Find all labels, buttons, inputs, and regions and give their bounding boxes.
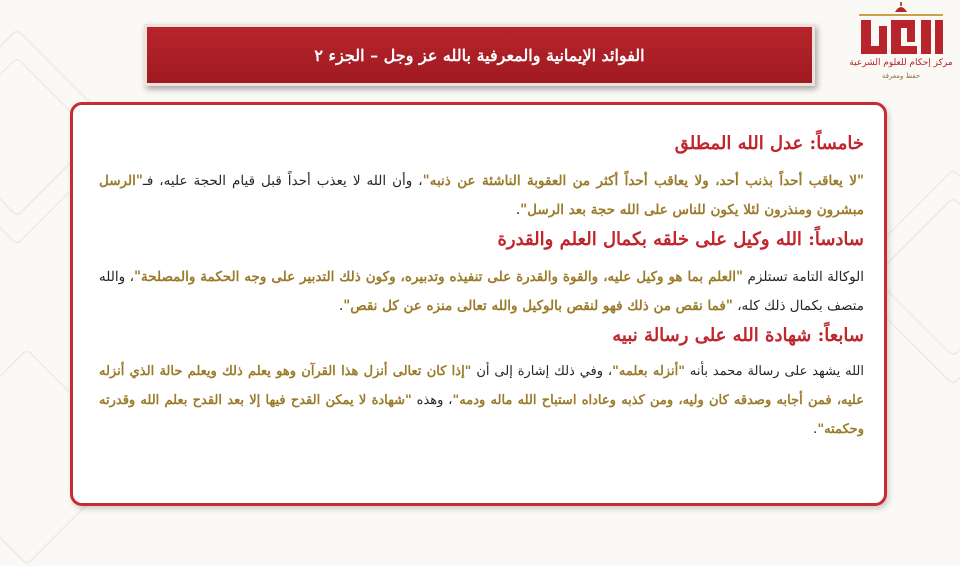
ihkam-logo-icon <box>855 2 947 62</box>
body-text: ، وأن الله لا يعذب أحداً قبل قيام الحجة عليه، فـ <box>142 173 423 189</box>
quote-text: "فما نقص من ذلك فهو لنقص بالوكيل والله تعالى منزه عن كل نقص" <box>343 298 733 314</box>
content-card <box>70 102 887 506</box>
body-text: ، وفي ذلك إشارة إلى أن <box>471 364 613 379</box>
section-heading-seventh: سابعاً: شهادة الله على رسالة نبيه <box>612 325 864 346</box>
section-heading-sixth: سادساً: الله وكيل على خلقه بكمال العلم والقدرة <box>497 229 864 250</box>
ihkam-logo <box>847 2 955 92</box>
body-text: الله يشهد على رسالة محمد بأنه <box>684 364 864 379</box>
quote-text: "شهادة لا يمكن القدح فيها إلا بعد القدح بعلم الله وقدرته وحكمته" <box>99 393 864 437</box>
slide-title-bar <box>144 24 815 86</box>
quote-text: "أنزله بعلمه" <box>612 364 685 379</box>
body-text: الوكالة التامة تستلزم <box>742 269 864 285</box>
quote-text: "الرسل مبشرون ومنذرون لئلا يكون للناس على الله حجة بعد الرسل" <box>99 173 864 218</box>
logo-name: مركز إحكام للعلوم الشرعية <box>849 58 953 68</box>
section-heading-fifth: خامساً: عدل الله المطلق <box>674 133 864 154</box>
body-text: ، وهذه <box>411 393 453 408</box>
quote-text: "إذا كان تعالى أنزل هذا القرآن وهو يعلم ذلك ويعلم حالة الذي أنزله عليه، فمن أجابه وصدقه كان وليه، ومن كذبه وعاداه استباح الله ماله ودمه" <box>99 364 864 408</box>
section-paragraph-seventh <box>99 357 864 444</box>
body-text: . <box>338 298 344 314</box>
quote-text: "العلم بما هو وكيل عليه، والقوة والقدرة على تنفيذه وتدبيره، وكون ذلك التدبير على وجه الحكمة والمصلحة" <box>133 269 743 285</box>
body-text: . <box>813 422 818 437</box>
section-paragraph-sixth <box>99 263 864 321</box>
slide-title: الفوائد الإيمانية والمعرفية بالله عز وجل – الجزء ٢ <box>314 45 645 65</box>
body-text: ، والله متصف بكمال ذلك كله، <box>99 269 864 314</box>
body-text: . <box>515 202 521 218</box>
quote-text: "لا يعاقب أحداً بذنب أحد، ولا يعاقب أحداً أكثر من العقوبة الناشئة عن ذنبه" <box>422 173 864 189</box>
section-paragraph-fifth <box>99 167 864 225</box>
logo-tagline: حفظ ومعرفة <box>881 72 921 80</box>
